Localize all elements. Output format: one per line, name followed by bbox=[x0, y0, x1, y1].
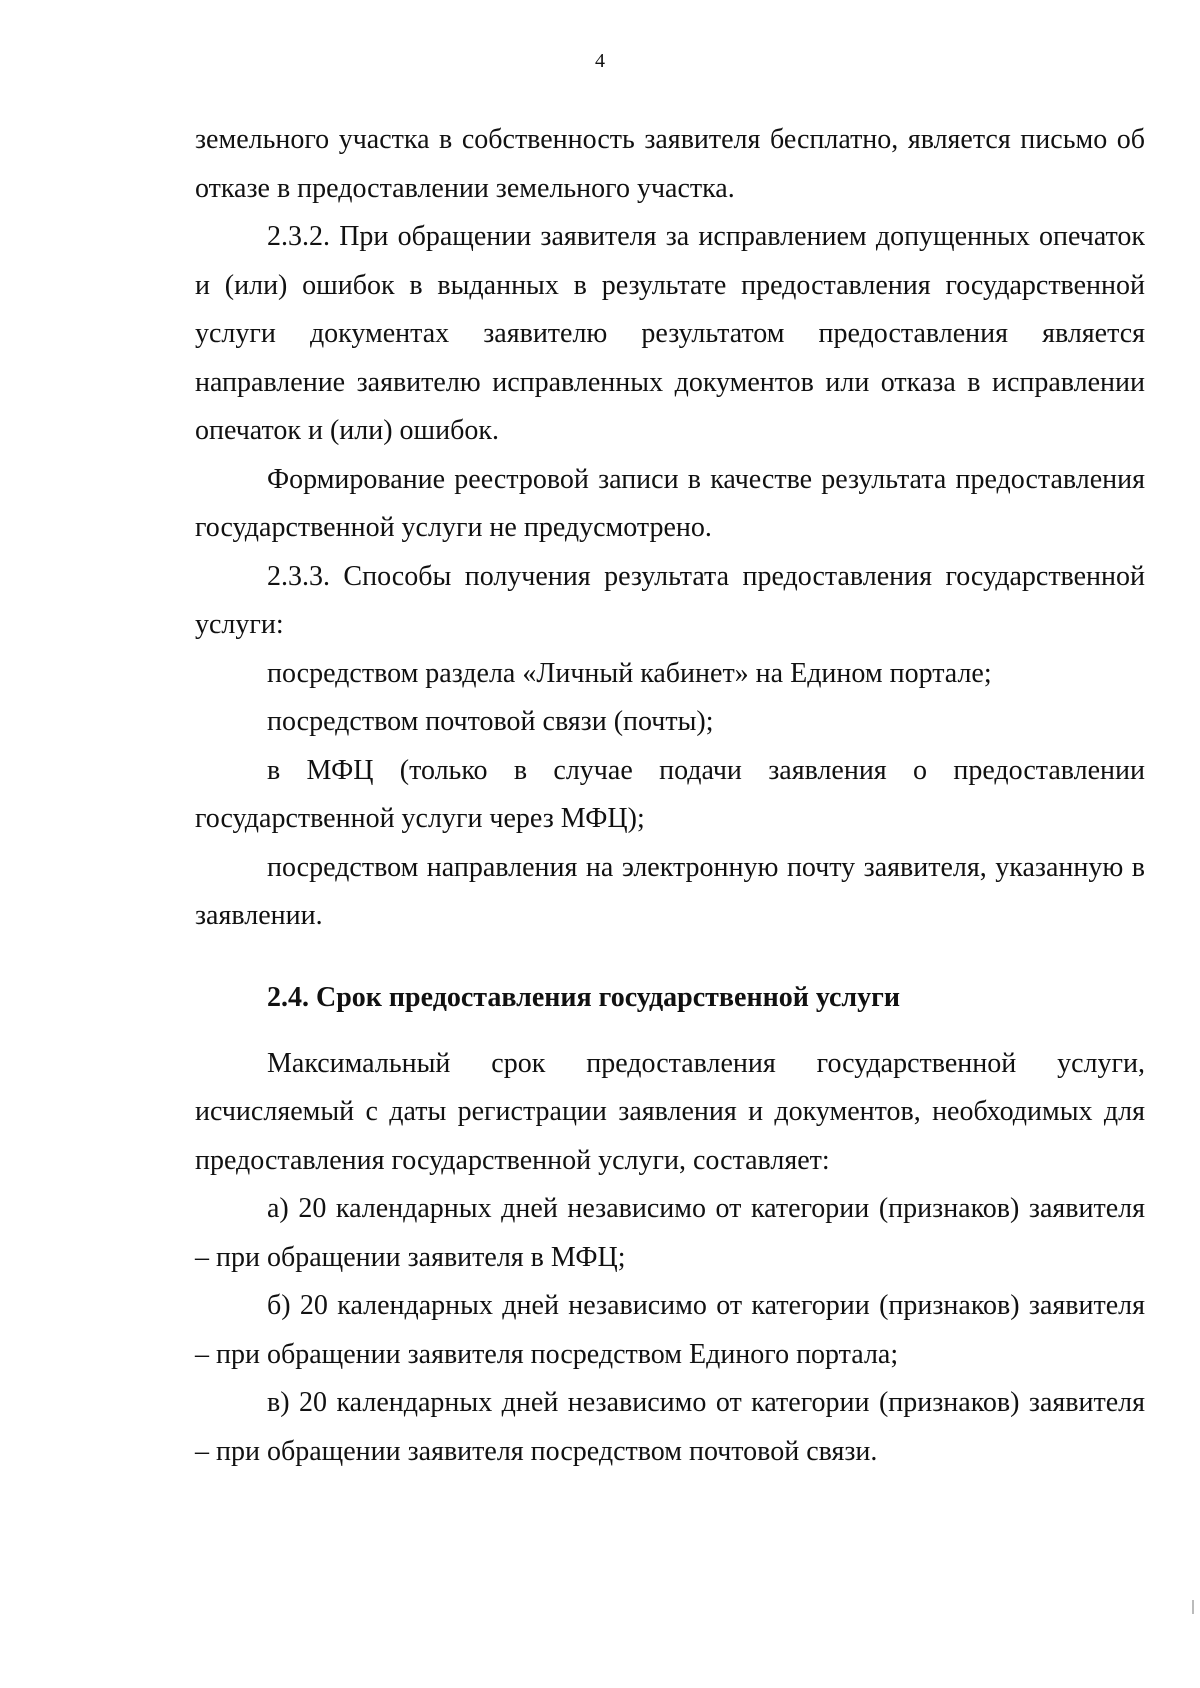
list-item-email: посредством направления на электронную почту заявителя, указанную в заявлении. bbox=[195, 851, 1145, 931]
paragraph-max-term: Максимальный срок предоставления государственной услуги, исчисляемый с даты регистрации заявления и документов, необходимых для предоставления государственной услуги, составляет: bbox=[195, 1047, 1145, 1176]
page-number: 4 bbox=[595, 50, 605, 72]
list-item-personal-account: посредством раздела «Личный кабинет» на Едином портале; bbox=[267, 657, 992, 689]
paragraph-2-3-2: 2.3.2. При обращении заявителя за исправлением допущенных опечаток и (или) ошибок в выданных в результате предоставления государственной услуги документах заявителю результатом предоставления является направление заявителю исправленных документов или отказа в исправлении опечаток и (или) ошибок. bbox=[195, 221, 1145, 446]
paragraph-registry-record: Формирование реестровой записи в качестве результата предоставления государственной услуги не предусмотрено. bbox=[195, 463, 1145, 543]
section-gap bbox=[195, 941, 1145, 974]
list-item-term-a: а) 20 календарных дней независимо от категории (признаков) заявителя – при обращении заявителя в МФЦ; bbox=[195, 1193, 1145, 1273]
section-heading: 2.4. Срок предоставления государственной услуги bbox=[267, 981, 900, 1013]
paragraph-2-3-3: 2.3.3. Способы получения результата предоставления государственной услуги: bbox=[195, 560, 1145, 640]
list-item-term-b: б) 20 календарных дней независимо от категории (признаков) заявителя – при обращении заявителя посредством Единого портала; bbox=[195, 1290, 1145, 1370]
scan-edge-mark bbox=[1192, 1600, 1194, 1614]
section-gap bbox=[195, 1022, 1145, 1040]
list-item-mfc: в МФЦ (только в случае подачи заявления о предоставлении государственной услуги через МФЦ); bbox=[195, 754, 1145, 834]
document-body bbox=[195, 116, 1145, 1476]
list-item-postal: посредством почтовой связи (почты); bbox=[267, 706, 714, 737]
list-item-term-c: в) 20 календарных дней независимо от категории (признаков) заявителя – при обращении заявителя посредством почтовой связи. bbox=[195, 1387, 1145, 1467]
paragraph-continuation: земельного участка в собственность заявителя бесплатно, является письмо об отказе в предоставлении земельного участка. bbox=[195, 124, 1145, 204]
